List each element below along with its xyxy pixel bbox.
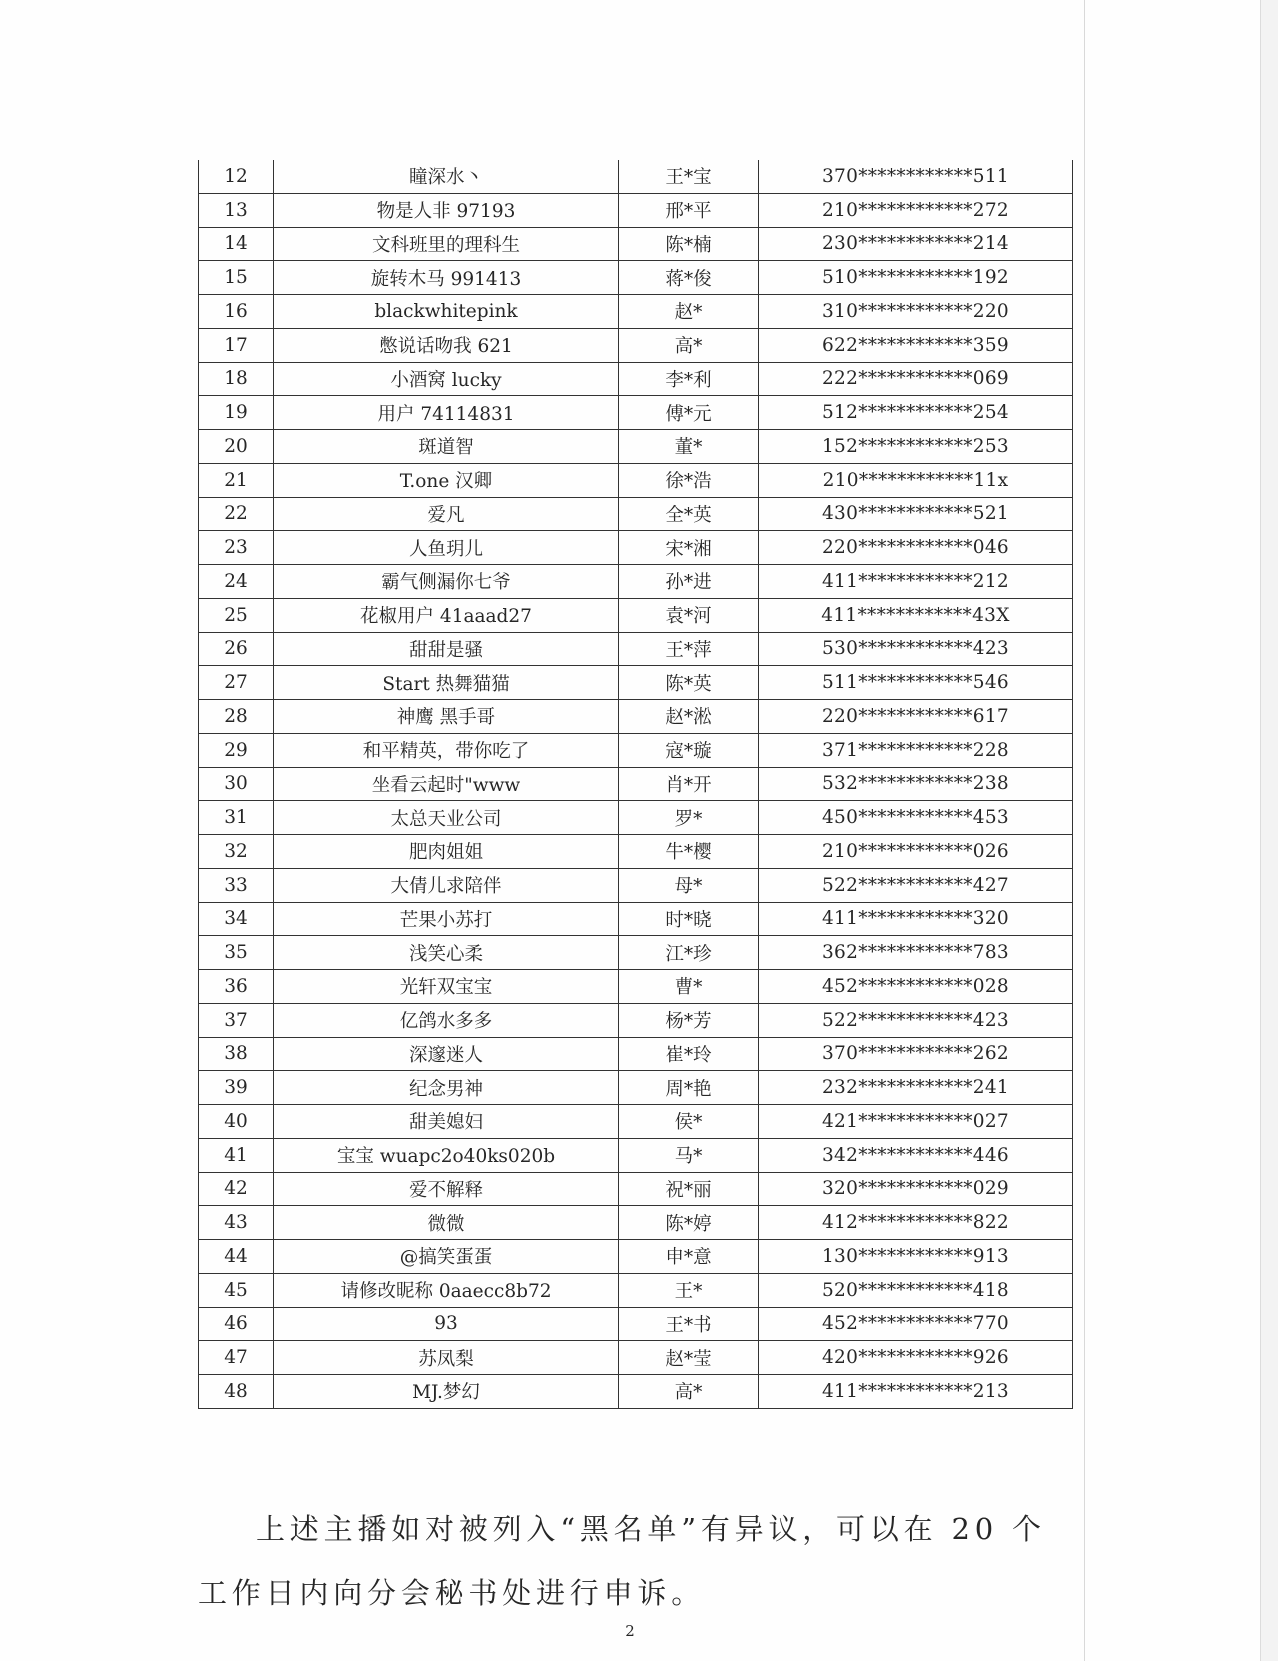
streamer-nickname: 甜美媳妇 [274,1105,619,1139]
streamer-nickname: 小酒窝 lucky [274,362,619,396]
masked-real-name: 蒋*俊 [619,261,759,295]
streamer-nickname: 人鱼玥儿 [274,531,619,565]
streamer-nickname: 纪念男神 [274,1071,619,1105]
masked-real-name: 孙*进 [619,565,759,599]
masked-id-number: 310************220 [759,295,1073,329]
masked-real-name: 高* [619,1375,759,1409]
row-number: 24 [199,565,274,599]
masked-real-name: 陈*楠 [619,227,759,261]
streamer-nickname: 芒果小苏打 [274,902,619,936]
row-number: 19 [199,396,274,430]
table-row [199,1037,1073,1071]
masked-real-name: 王* [619,1273,759,1307]
row-number: 33 [199,868,274,902]
blacklist-table-container [198,160,1068,1409]
row-number: 18 [199,362,274,396]
row-number: 35 [199,936,274,970]
table-row [199,430,1073,464]
row-number: 17 [199,328,274,362]
streamer-nickname: 肥肉姐姐 [274,835,619,869]
masked-real-name: 董* [619,430,759,464]
masked-real-name: 袁*河 [619,598,759,632]
masked-id-number: 210************026 [759,835,1073,869]
streamer-nickname: 光轩双宝宝 [274,970,619,1004]
masked-id-number: 450************453 [759,801,1073,835]
page-fold-line [1084,0,1085,1661]
masked-real-name: 陈*婷 [619,1206,759,1240]
masked-real-name: 罗* [619,801,759,835]
streamer-nickname: 爱不解释 [274,1172,619,1206]
row-number: 22 [199,497,274,531]
table-row [199,531,1073,565]
table-row [199,396,1073,430]
masked-id-number: 411************320 [759,902,1073,936]
row-number: 21 [199,463,274,497]
streamer-nickname: 神鹰 黑手哥 [274,700,619,734]
table-row [199,666,1073,700]
streamer-nickname: 苏凤梨 [274,1341,619,1375]
streamer-nickname: 和平精英，带你吃了 [274,733,619,767]
masked-id-number: 452************770 [759,1307,1073,1341]
masked-real-name: 周*艳 [619,1071,759,1105]
table-row [199,261,1073,295]
row-number: 14 [199,227,274,261]
masked-real-name: 全*英 [619,497,759,531]
row-number: 27 [199,666,274,700]
masked-id-number: 342************446 [759,1138,1073,1172]
masked-id-number: 411************213 [759,1375,1073,1409]
row-number: 41 [199,1138,274,1172]
streamer-nickname: 斑道智 [274,430,619,464]
row-number: 16 [199,295,274,329]
masked-real-name: 宋*湘 [619,531,759,565]
table-row [199,1172,1073,1206]
masked-real-name: 侯* [619,1105,759,1139]
table-row [199,463,1073,497]
row-number: 42 [199,1172,274,1206]
streamer-nickname: T.one 汉卿 [274,463,619,497]
masked-real-name: 杨*芳 [619,1003,759,1037]
masked-real-name: 陈*英 [619,666,759,700]
masked-real-name: 马* [619,1138,759,1172]
page-number: 2 [625,1622,635,1640]
masked-real-name: 母* [619,868,759,902]
row-number: 45 [199,1273,274,1307]
streamer-nickname: 爱凡 [274,497,619,531]
streamer-nickname: @搞笑蛋蛋 [274,1240,619,1274]
table-row [199,295,1073,329]
table-row [199,1273,1073,1307]
streamer-nickname: 宝宝 wuapc2o40ks020b [274,1138,619,1172]
streamer-nickname: 瞳深水丶 [274,160,619,193]
row-number: 13 [199,193,274,227]
row-number: 28 [199,700,274,734]
streamer-nickname: 霸气侧漏你七爷 [274,565,619,599]
blacklist-table [198,160,1073,1409]
streamer-nickname: MJ.梦幻 [274,1375,619,1409]
masked-real-name: 祝*丽 [619,1172,759,1206]
streamer-nickname: 微微 [274,1206,619,1240]
masked-id-number: 452************028 [759,970,1073,1004]
table-row [199,565,1073,599]
masked-id-number: 230************214 [759,227,1073,261]
masked-id-number: 222************069 [759,362,1073,396]
table-row [199,1206,1073,1240]
masked-id-number: 130************913 [759,1240,1073,1274]
streamer-nickname: 文科班里的理科生 [274,227,619,261]
streamer-nickname: 浅笑心柔 [274,936,619,970]
row-number: 47 [199,1341,274,1375]
masked-real-name: 曹* [619,970,759,1004]
masked-id-number: 220************046 [759,531,1073,565]
masked-real-name: 高* [619,328,759,362]
table-row [199,733,1073,767]
masked-id-number: 412************822 [759,1206,1073,1240]
table-row [199,902,1073,936]
masked-id-number: 511************546 [759,666,1073,700]
row-number: 37 [199,1003,274,1037]
masked-real-name: 时*晓 [619,902,759,936]
masked-id-number: 370************262 [759,1037,1073,1071]
masked-id-number: 522************423 [759,1003,1073,1037]
masked-id-number: 512************254 [759,396,1073,430]
masked-real-name: 李*利 [619,362,759,396]
row-number: 43 [199,1206,274,1240]
streamer-nickname: blackwhitepink [274,295,619,329]
row-number: 30 [199,767,274,801]
table-row [199,1307,1073,1341]
row-number: 25 [199,598,274,632]
table-row [199,1341,1073,1375]
masked-real-name: 赵* [619,295,759,329]
table-row [199,1105,1073,1139]
masked-id-number: 411************212 [759,565,1073,599]
masked-id-number: 522************427 [759,868,1073,902]
row-number: 29 [199,733,274,767]
masked-id-number: 411************43X [759,598,1073,632]
masked-real-name: 赵*莹 [619,1341,759,1375]
table-row [199,868,1073,902]
table-row [199,362,1073,396]
streamer-nickname: 请修改昵称 0aaecc8b72 [274,1273,619,1307]
streamer-nickname: 甜甜是骚 [274,632,619,666]
table-row [199,970,1073,1004]
scan-edge-line [1260,0,1261,1661]
row-number: 12 [199,160,274,193]
table-row [199,1240,1073,1274]
table-row [199,1375,1073,1409]
streamer-nickname: 憋说话吻我 621 [274,328,619,362]
row-number: 40 [199,1105,274,1139]
masked-real-name: 王*书 [619,1307,759,1341]
streamer-nickname: 坐看云起时"www [274,767,619,801]
masked-real-name: 邢*平 [619,193,759,227]
masked-real-name: 肖*开 [619,767,759,801]
table-row [199,160,1073,193]
masked-id-number: 371************228 [759,733,1073,767]
streamer-nickname: 用户 74114831 [274,396,619,430]
row-number: 46 [199,1307,274,1341]
masked-id-number: 152************253 [759,430,1073,464]
table-row [199,328,1073,362]
row-number: 15 [199,261,274,295]
masked-real-name: 牛*樱 [619,835,759,869]
masked-real-name: 崔*玲 [619,1037,759,1071]
masked-real-name: 赵*淞 [619,700,759,734]
masked-id-number: 520************418 [759,1273,1073,1307]
table-row [199,767,1073,801]
table-row [199,227,1073,261]
masked-id-number: 420************926 [759,1341,1073,1375]
row-number: 44 [199,1240,274,1274]
table-row [199,1138,1073,1172]
blacklist-table-body [199,160,1073,1408]
table-row [199,598,1073,632]
masked-real-name: 徐*浩 [619,463,759,497]
masked-id-number: 532************238 [759,767,1073,801]
masked-id-number: 430************521 [759,497,1073,531]
masked-real-name: 申*意 [619,1240,759,1274]
row-number: 31 [199,801,274,835]
masked-id-number: 320************029 [759,1172,1073,1206]
table-row [199,801,1073,835]
row-number: 36 [199,970,274,1004]
table-row [199,497,1073,531]
masked-id-number: 210************11x [759,463,1073,497]
row-number: 39 [199,1071,274,1105]
masked-id-number: 370************511 [759,160,1073,193]
table-row [199,632,1073,666]
row-number: 23 [199,531,274,565]
masked-real-name: 寇*璇 [619,733,759,767]
streamer-nickname: 大倩儿求陪伴 [274,868,619,902]
streamer-nickname: 亿鸽水多多 [274,1003,619,1037]
row-number: 34 [199,902,274,936]
row-number: 32 [199,835,274,869]
masked-id-number: 622************359 [759,328,1073,362]
table-row [199,1003,1073,1037]
table-row [199,936,1073,970]
masked-real-name: 傅*元 [619,396,759,430]
streamer-nickname: Start 热舞猫猫 [274,666,619,700]
streamer-nickname: 花椒用户 41aaad27 [274,598,619,632]
row-number: 26 [199,632,274,666]
masked-id-number: 362************783 [759,936,1073,970]
masked-real-name: 王*萍 [619,632,759,666]
streamer-nickname: 太总天业公司 [274,801,619,835]
table-row [199,193,1073,227]
masked-id-number: 510************192 [759,261,1073,295]
table-row [199,1071,1073,1105]
masked-id-number: 210************272 [759,193,1073,227]
streamer-nickname: 93 [274,1307,619,1341]
streamer-nickname: 深邃迷人 [274,1037,619,1071]
row-number: 38 [199,1037,274,1071]
masked-id-number: 232************241 [759,1071,1073,1105]
masked-id-number: 421************027 [759,1105,1073,1139]
masked-id-number: 530************423 [759,632,1073,666]
row-number: 48 [199,1375,274,1409]
streamer-nickname: 旋转木马 991413 [274,261,619,295]
table-row [199,835,1073,869]
row-number: 20 [199,430,274,464]
masked-real-name: 江*珍 [619,936,759,970]
masked-id-number: 220************617 [759,700,1073,734]
masked-real-name: 王*宝 [619,160,759,193]
appeal-notice-paragraph: 上述主播如对被列入“黑名单”有异议，可以在 20 个工作日内向分会秘书处进行申诉。 [198,1512,1046,1610]
table-row [199,700,1073,734]
streamer-nickname: 物是人非 97193 [274,193,619,227]
